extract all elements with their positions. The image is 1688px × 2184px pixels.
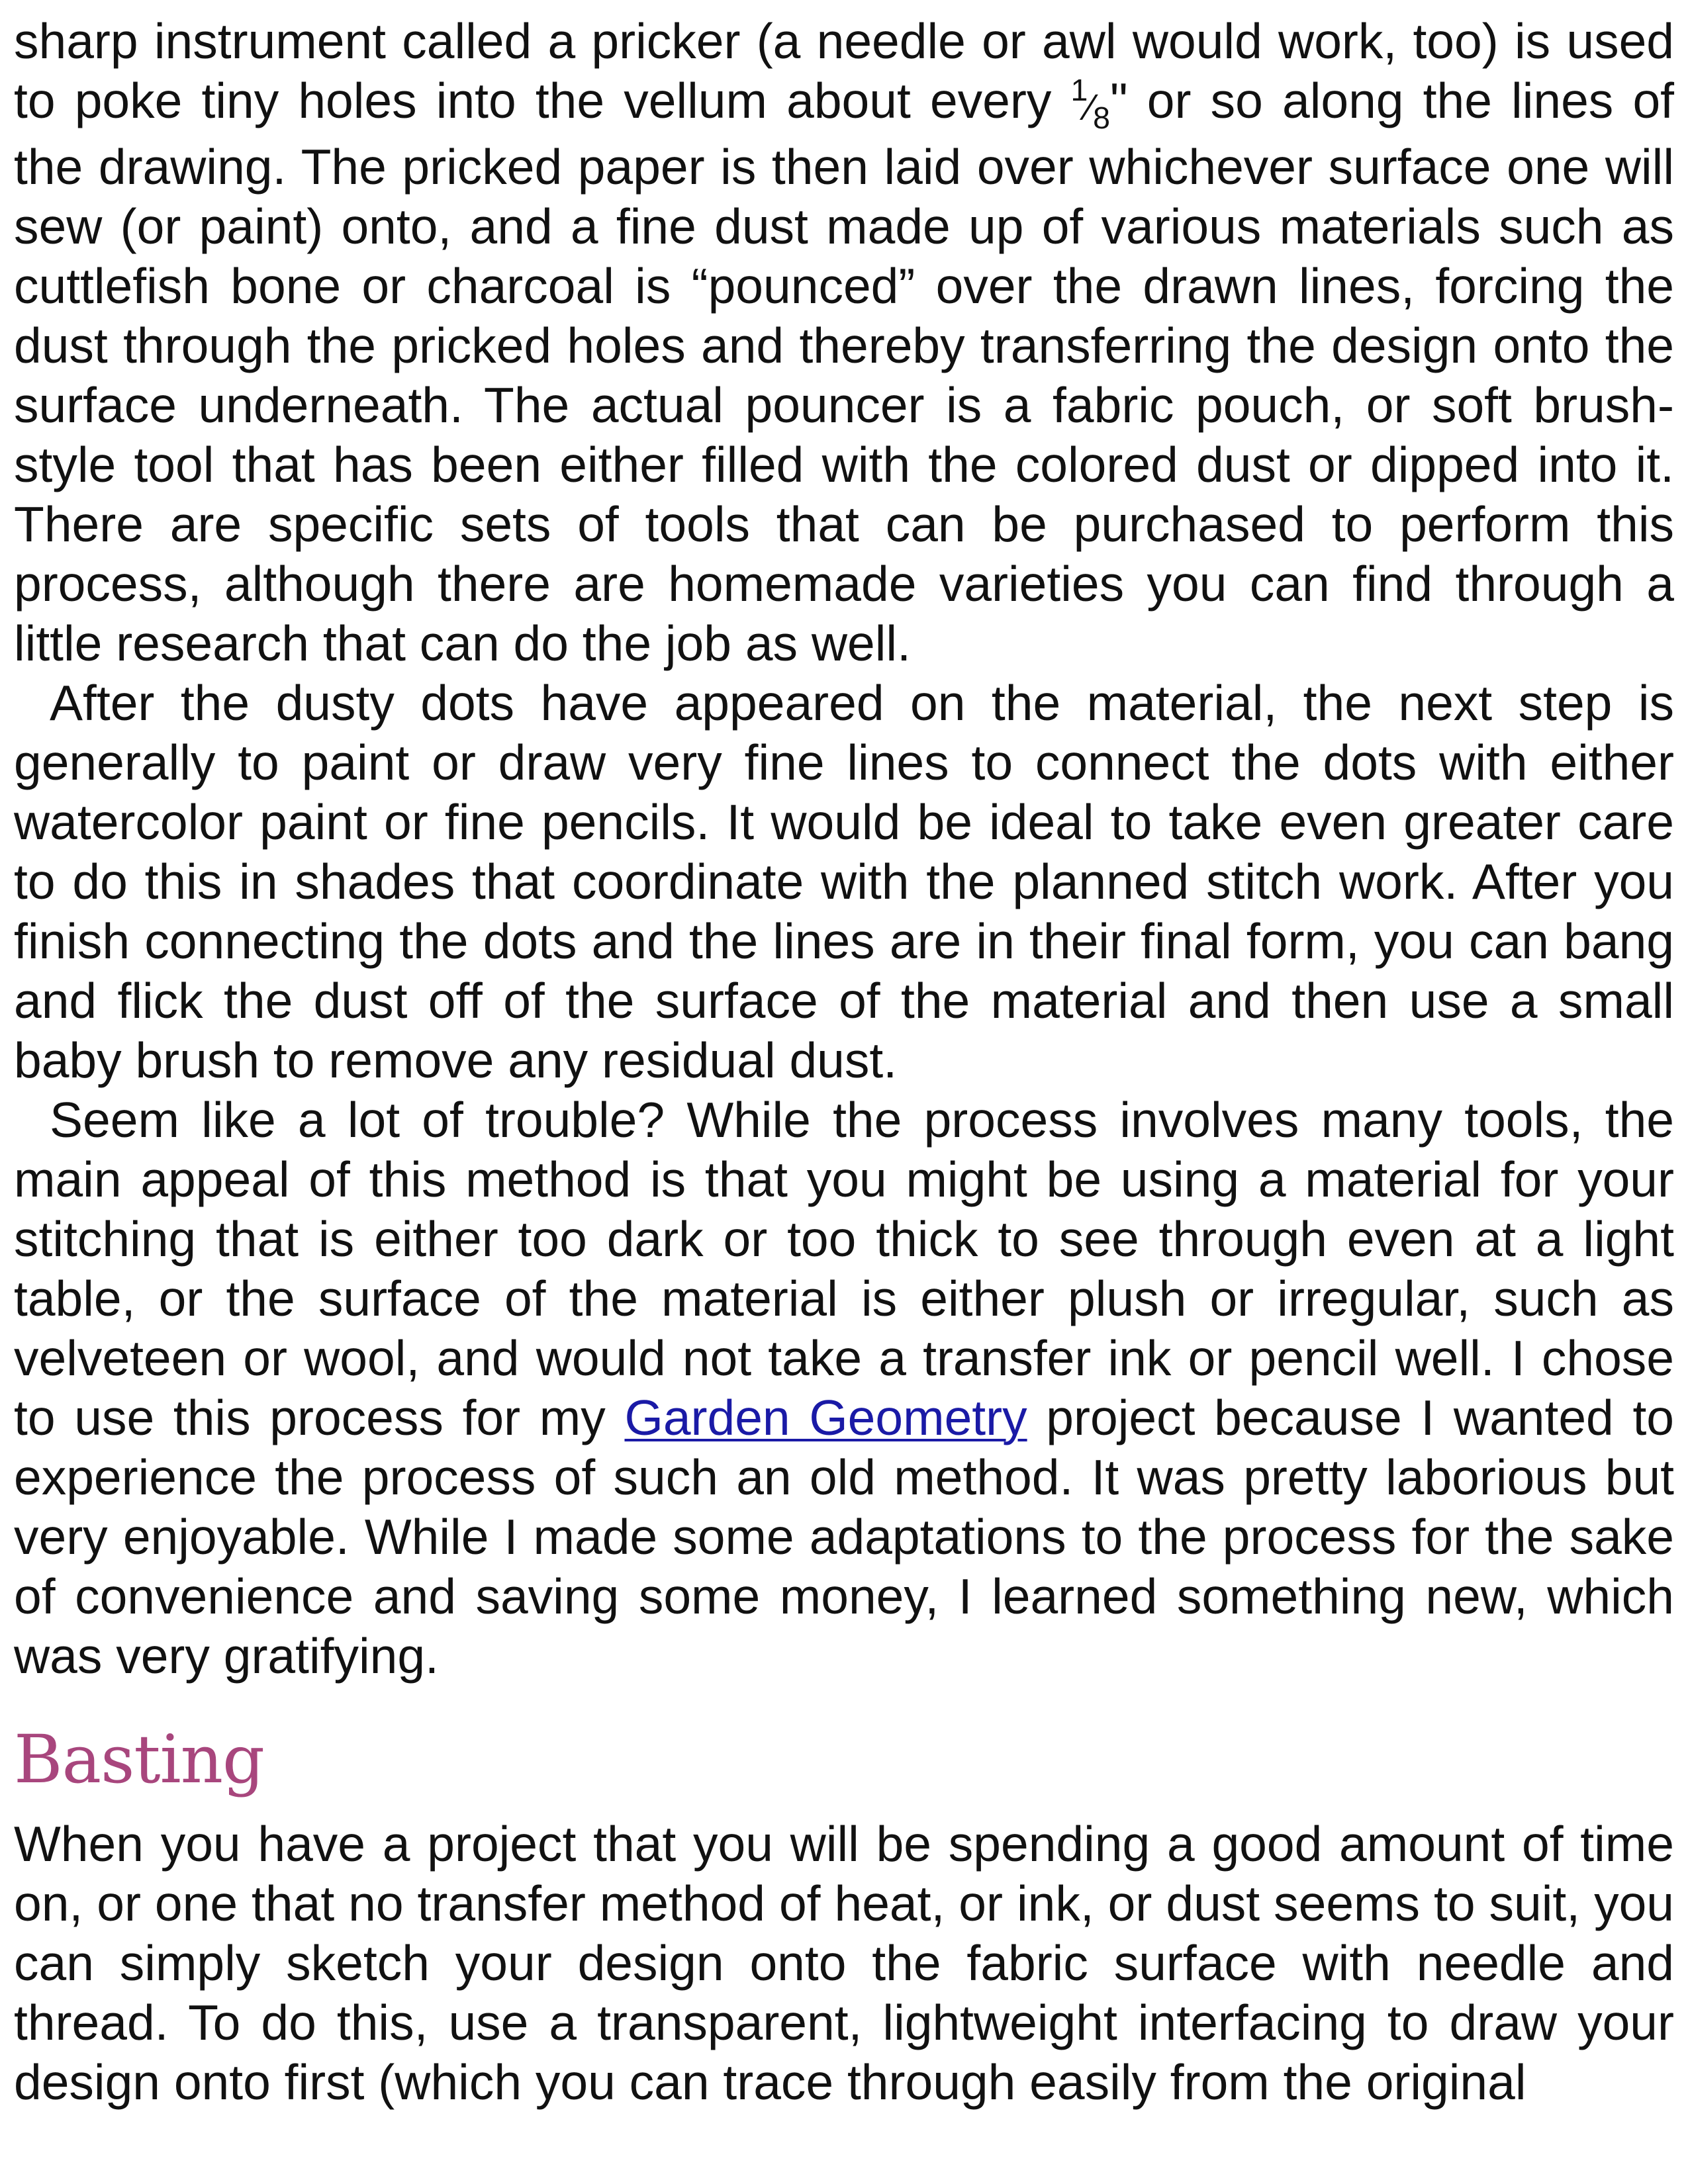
paragraph-text: Seem like a lot of trouble? While the process involves many tools, the main appeal of this method is that you might be using a material for your stitching that is either too dark or too thick to see through even at a light table, or the surface of the material is either plush or irregular, such as velveteen or wool, and would not take a transfer ink or pencil well. I chose to use this process for my [14, 1092, 1674, 1445]
paragraph-text: sharp instrument called a pricker (a needle or awl would work, too) is used to poke tiny holes into the vellum about every [14, 13, 1674, 128]
paragraph-basting: When you have a project that you will be spending a good amount of time on, or one that no transfer method of heat, or ink, or dust seems to suit, you can simply sketch your design onto the fabric surface with needle and thread. To do this, use a transparent, lightweight interfacing to draw your design onto first (which you can trace through easily from the original [14, 1816, 1674, 2110]
one-eighth-fraction [1070, 73, 1111, 136]
paragraph-pouncing-tools [14, 11, 1674, 673]
paragraph-method-appeal [14, 1090, 1674, 1686]
garden-geometry-link[interactable]: Garden Geometry [624, 1390, 1027, 1445]
paragraph-text: " or so along the lines of the drawing. The pricked paper is then laid over whichever surface one will sew (or paint) onto, and a fine dust made up of various materials such as cuttlefish bone or charcoal is “pounced” over the drawn lines, forcing the dust through the pricked holes and thereby transferring the design onto the surface underneath. The actual pouncer is a fabric pouch, or soft brush-style tool that has been either filled with the colored dust or dipped into it. There are specific sets of tools that can be purchased to perform this process, although there are homemade varieties you can find through a little research that can do the job as well. [14, 73, 1674, 671]
paragraph-text: project because I wanted to experience the process of such an old method. It was pretty laborious but very enjoyable. While I made some adaptations to the process for the sake of convenience and saving some money, I learned something new, which was very gratifying. [14, 1390, 1674, 1684]
fraction-numerator: 1 [1070, 73, 1088, 108]
section-heading-basting: Basting [14, 1721, 265, 1798]
paragraph-connect-dots: After the dusty dots have appeared on the material, the next step is generally to paint or draw very fine lines to connect the dots with either watercolor paint or fine pencils. It would be ideal to take even greater care to do this in shades that coordinate with the planned stitch work. After you finish connecting the dots and the lines are in their final form, you can bang and flick the dust off of the surface of the material and then use a small baby brush to remove any residual dust. [14, 675, 1674, 1088]
document-page [14, 0, 1674, 2112]
fraction-denominator: 8 [1093, 101, 1111, 136]
fraction-slash: ⁄ [1087, 86, 1094, 128]
